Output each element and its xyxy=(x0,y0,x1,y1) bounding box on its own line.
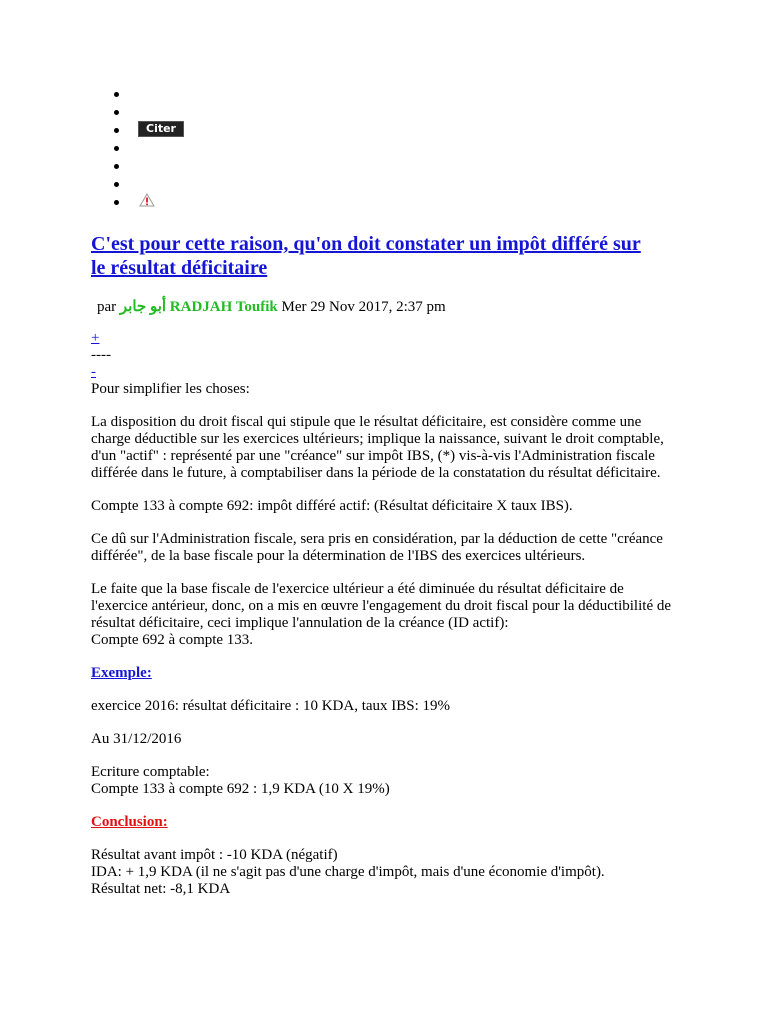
collapse-minus-link[interactable]: - xyxy=(91,364,96,380)
body-paragraph-text: Compte 692 à compte 133. xyxy=(91,632,254,648)
conclusion-heading: Conclusion: xyxy=(91,814,168,830)
body-paragraph-text: Le faite que la base fiscale de l'exercice ultérieur a été diminuée du résultat déficitaire de l'exercice antérieur, donc, on a mis en œuvre l'engagement du droit fiscal pour la déductibilité de résultat déficitaire, ceci implique l'annulation de la créance (ID actif): xyxy=(91,581,672,631)
conclusion-line: Résultat avant impôt : -10 KDA (négatif) xyxy=(91,847,338,863)
intro-paragraph: Pour simplifier les choses: xyxy=(91,381,250,397)
conclusion-block xyxy=(91,847,681,898)
expand-toggles xyxy=(91,330,111,381)
example-line: exercice 2016: résultat déficitaire : 10 KDA, taux IBS: 19% xyxy=(91,698,451,714)
post-byline xyxy=(97,297,446,317)
author-link[interactable]: أبو جابر RADJAH Toufik xyxy=(119,299,278,315)
post-title xyxy=(91,232,651,280)
quote-button[interactable]: Citer xyxy=(138,121,184,137)
example-line: Au 31/12/2016 xyxy=(91,731,182,747)
body-paragraph: Compte 133 à compte 692: impôt différé actif: (Résultat déficitaire X taux IBS). xyxy=(91,498,573,514)
post-date: Mer 29 Nov 2017, 2:37 pm xyxy=(281,299,446,315)
post-body xyxy=(91,381,681,914)
warning-triangle-icon[interactable] xyxy=(139,193,155,207)
body-paragraph: Ce dû sur l'Administration fiscale, sera pris en considération, par la déduction de cette "créance différée", de la base fiscale pour la détermination de l'IBS des exercices ultérieurs. xyxy=(91,531,663,564)
expand-plus-link[interactable]: + xyxy=(91,330,100,346)
example-line: Ecriture comptable: xyxy=(91,764,210,780)
conclusion-line: Résultat net: -8,1 KDA xyxy=(91,881,231,897)
post-title-link[interactable]: C'est pour cette raison, qu'on doit constater un impôt différé sur le résultat déficitaire xyxy=(91,233,641,279)
body-paragraph xyxy=(91,581,681,649)
toggle-separator: ---- xyxy=(91,347,111,363)
body-paragraph: La disposition du droit fiscal qui stipule que le résultat déficitaire, est considère comme une charge déductible sur les exercices ultérieurs; implique la naissance, suivant le droit comptable, d'un "actif" : représenté par une "créance" sur impôt IBS, (*) vis-à-vis l'Administration fiscale différée dans le future, à comptabiliser dans la période de la constatation du résultat déficitaire. xyxy=(91,414,664,481)
example-entry xyxy=(91,764,681,798)
conclusion-line: IDA: + 1,9 KDA (il ne s'agit pas d'une charge d'impôt, mais d'une économie d'impôt). xyxy=(91,864,605,880)
example-heading: Exemple: xyxy=(91,665,152,681)
byline-prefix: par xyxy=(97,299,117,315)
example-line: Compte 133 à compte 692 : 1,9 KDA (10 X 19%) xyxy=(91,781,390,797)
